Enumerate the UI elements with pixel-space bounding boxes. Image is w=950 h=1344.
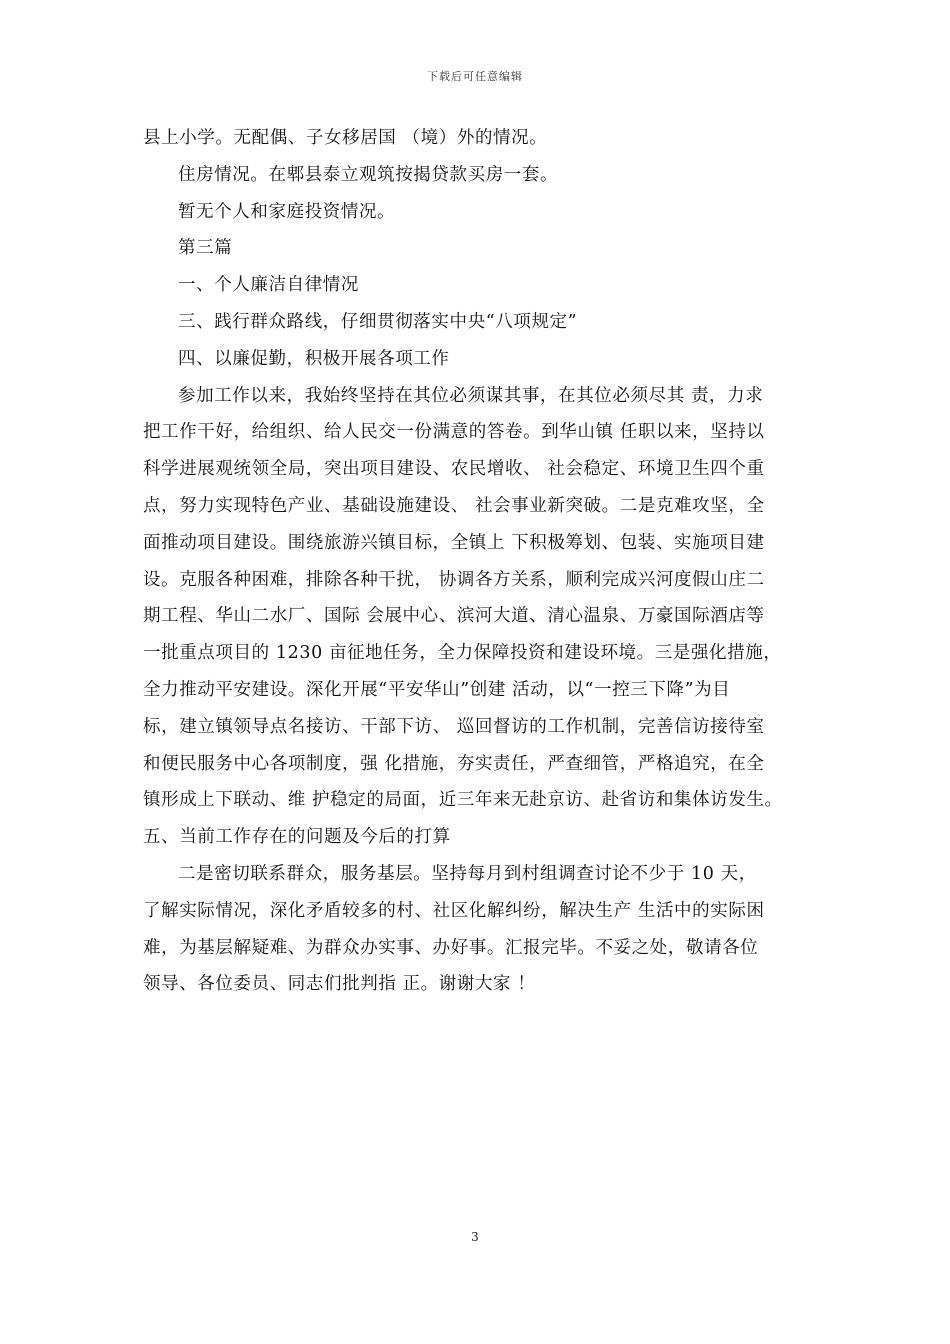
text-line: 面推动项目建设。围绕旅游兴镇目标，全镇上 下积极筹划、包装、实施项目建	[143, 532, 765, 553]
text-line: 县上小学。无配偶、子女移居国 （境）外的情况。	[143, 128, 548, 148]
text-line: 住房情况。在郫县泰立观筑按揭贷款买房一套。	[178, 164, 559, 185]
text-line: 领导、各位委员、同志们批判指 正。谢谢大家 ！	[143, 974, 536, 995]
page-header: 下载后可任意编辑	[427, 70, 523, 83]
text-line: 全力推动平安建设。深化开展“平安华山”创建 活动，以“一控三下降”为目	[143, 679, 731, 700]
text-line: 暂无个人和家庭投资情况。	[178, 201, 396, 222]
page-number: 3	[471, 1230, 479, 1244]
text-line: 二是密切联系群众，服务基层。坚持每月到村组调查讨论不少于 10 天，	[178, 863, 757, 884]
text-line: 难，为基层解疑难、为群众办实事、办好事。汇报完毕。不妥之处，敬请各位	[143, 937, 759, 958]
section-heading: 第三篇	[178, 238, 233, 259]
text-line: 一批重点项目的 1230 亩征地任务，全力保障投资和建设环境。三是强化措施，	[143, 643, 782, 664]
text-line: 和便民服务中心各项制度，强 化措施，夯实责任，严查细管，严格追究，在全	[143, 753, 765, 774]
text-line: 标，建立镇领导点名接访、干部下访、 巡回督访的工作机制，完善信访接待室	[143, 716, 765, 737]
subheading: 五、当前工作存在的问题及今后的打算	[143, 827, 451, 848]
text-line: 参加工作以来，我始终坚持在其位必须谋其事，在其位必须尽其 责，力求	[178, 385, 764, 406]
text-line: 点，努力实现特色产业、基础设施建设、 社会事业新突破。二是克难攻坚，全	[143, 495, 765, 516]
subheading: 四、以廉促勤，积极开展各项工作	[178, 348, 450, 369]
text-line: 把工作干好，给组织、给人民交一份满意的答卷。到华山镇 任职以来，坚持以	[143, 422, 765, 443]
text-line: 科学进展观统领全局，突出项目建设、农民增收、 社会稳定、环境卫生四个重	[143, 459, 765, 480]
text-line: 了解实际情况，深化矛盾较多的村、社区化解纠纷，解决生产 生活中的实际困	[143, 900, 765, 921]
text-line: 期工程、华山二水厂、国际 会展中心、滨河大道、清心温泉、万豪国际酒店等	[143, 606, 765, 627]
subheading: 一、个人廉洁自律情况	[178, 275, 359, 296]
document-body	[143, 120, 823, 1003]
text-line: 镇形成上下联动、维 护稳定的局面，近三年来无赴京访、赴省访和集体访发生。	[143, 790, 783, 811]
text-line: 设。克服各种困难，排除各种干扰， 协调各方关系，顺利完成兴河度假山庄二	[143, 569, 765, 590]
subheading: 三、践行群众路线，仔细贯彻落实中央“八项规定”	[178, 311, 578, 332]
